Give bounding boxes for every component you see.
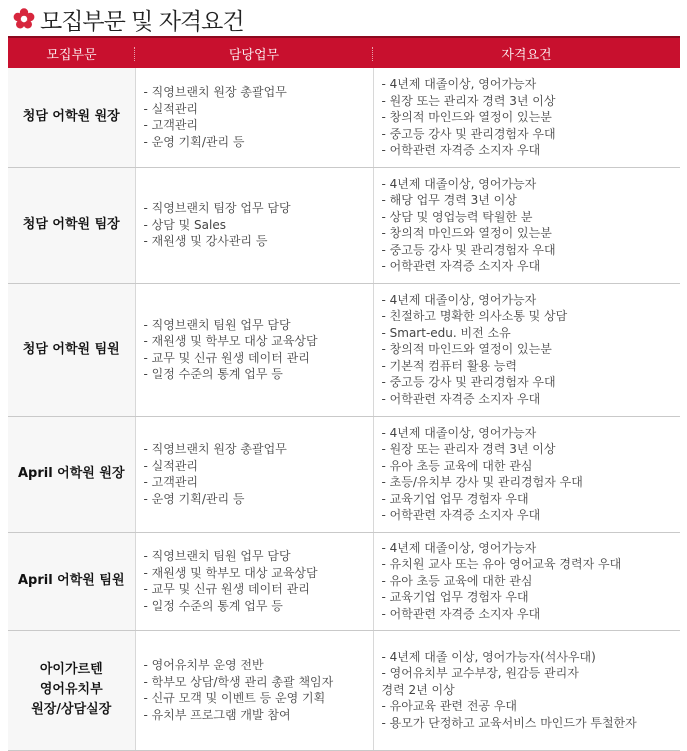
table-row bbox=[8, 167, 680, 283]
qualifications-cell: - 4년제 대졸이상, 영어가능자 - 원장 또는 관리자 경력 3년 이상 - 유아 초등 교육에 대한 관심 - 초등/유치부 강사 및 관리경험자 우대 - 교육기업 업무 경험자 우대 - 어학관련 자격증 소지자 우대 bbox=[373, 416, 680, 532]
qualifications-cell: - 4년제 대졸이상, 영어가능자 - 친절하고 명확한 의사소통 및 상담 - Smart-edu. 비전 소유 - 창의적 마인드와 열정이 있는분 - 기본적 컴퓨터 활용 능력 - 중고등 강사 및 관리경험자 우대 - 어학관련 자격증 소지자 우대 bbox=[373, 283, 680, 416]
flower-icon bbox=[12, 7, 36, 31]
header-duties: 담당업무 bbox=[135, 37, 373, 68]
duties-cell: - 직영브랜치 팀장 업무 담당 - 상담 및 Sales - 재원생 및 강사관리 등 bbox=[135, 167, 373, 283]
duties-cell: - 직영브랜치 원장 총괄업무 - 실적관리 - 고객관리 - 운영 기획/관리 등 bbox=[135, 68, 373, 167]
position-cell: 청담 어학원 팀장 bbox=[8, 167, 135, 283]
requirements-table bbox=[8, 36, 680, 751]
header-qualifications: 자격요건 bbox=[373, 37, 680, 68]
duties-cell: - 직영브랜치 팀원 업무 담당 - 재원생 및 학부모 대상 교육상담 - 교무 및 신규 원생 데이터 관리 - 일정 수준의 통계 업무 등 bbox=[135, 283, 373, 416]
duties-cell: - 직영브랜치 팀원 업무 담당 - 재원생 및 학부모 대상 교육상담 - 교무 및 신규 원생 데이터 관리 - 일정 수준의 통계 업무 등 bbox=[135, 532, 373, 630]
table-row bbox=[8, 630, 680, 750]
table-row bbox=[8, 416, 680, 532]
position-cell: April 어학원 원장 bbox=[8, 416, 135, 532]
qualifications-cell: - 4년제 대졸이상, 영어가능자 - 원장 또는 관리자 경력 3년 이상 - 창의적 마인드와 열정이 있는분 - 중고등 강사 및 관리경험자 우대 - 어학관련 자격증 소지자 우대 bbox=[373, 68, 680, 167]
duties-cell: - 영어유치부 운영 전반 - 학부모 상담/학생 관리 총괄 책임자 - 신규 모객 및 이벤트 등 운영 기획 - 유치부 프로그램 개발 참여 bbox=[135, 630, 373, 750]
duties-cell: - 직영브랜치 원장 총괄업무 - 실적관리 - 고객관리 - 운영 기획/관리 등 bbox=[135, 416, 373, 532]
position-cell: 청담 어학원 팀원 bbox=[8, 283, 135, 416]
section-header bbox=[0, 0, 687, 38]
position-cell: 아이가르텐 영어유치부 원장/상담실장 bbox=[8, 630, 135, 750]
qualifications-cell: - 4년제 대졸이상, 영어가능자 - 해당 업무 경력 3년 이상 - 상담 및 영업능력 탁월한 분 - 창의적 마인드와 열정이 있는분 - 중고등 강사 및 관리경험자 우대 - 어학관련 자격증 소지자 우대 bbox=[373, 167, 680, 283]
qualifications-cell: - 4년제 대졸이상, 영어가능자 - 유치원 교사 또는 유아 영어교육 경력자 우대 - 유아 초등 교육에 대한 관심 - 교육기업 업무 경험자 우대 - 어학관련 자격증 소지자 우대 bbox=[373, 532, 680, 630]
page-title: 모집부문 및 자격요건 bbox=[40, 8, 244, 35]
table-header-row bbox=[8, 37, 680, 68]
position-cell: April 어학원 팀원 bbox=[8, 532, 135, 630]
table-row bbox=[8, 283, 680, 416]
position-cell: 청담 어학원 원장 bbox=[8, 68, 135, 167]
table-row bbox=[8, 68, 680, 167]
table-row bbox=[8, 532, 680, 630]
header-position: 모집부문 bbox=[8, 37, 135, 68]
qualifications-cell: - 4년제 대졸 이상, 영어가능자(석사우대) - 영어유치부 교수부장, 원감등 관리자 경력 2년 이상 - 유아교육 관련 전공 우대 - 용모가 단정하고 교육서비스 마인드가 투철한자 bbox=[373, 630, 680, 750]
